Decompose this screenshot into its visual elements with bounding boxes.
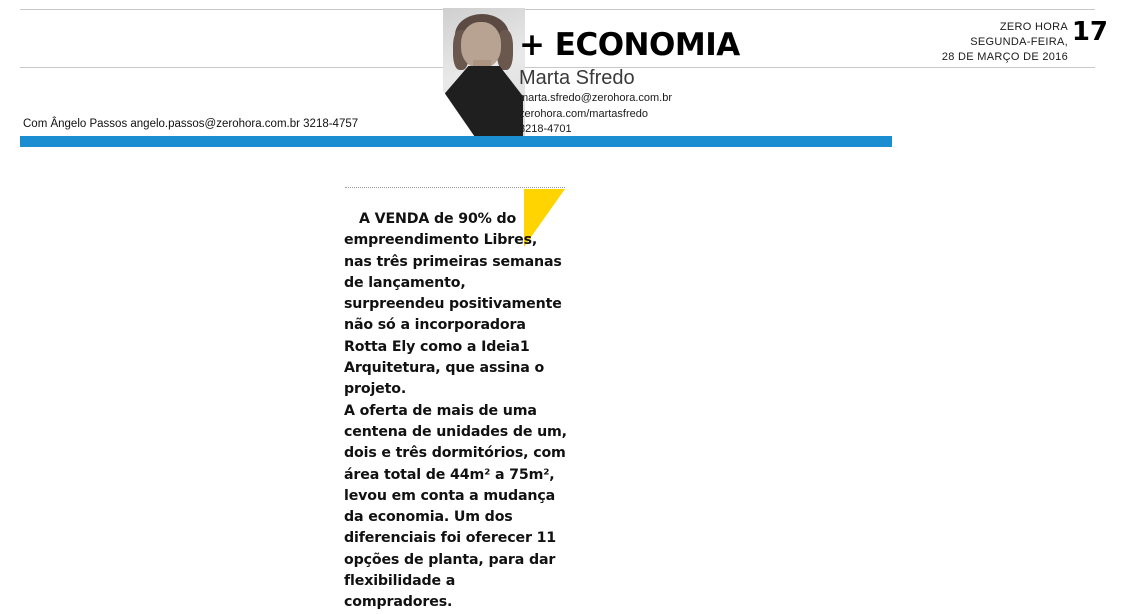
- author-website[interactable]: zerohora.com/martasfredo: [519, 107, 648, 120]
- author-name: Marta Sfredo: [519, 67, 635, 89]
- column-title: + ECONOMIA: [519, 27, 740, 63]
- article-paragraph: A oferta de mais de uma centena de unidades de um, dois e três dormitórios, com área total de 44m² a 75m², levou em conta a mudança da economia. Um dos diferenciais foi oferecer 11 opções de planta, para dar flexibilidade a compradores.: [344, 402, 567, 611]
- author-contact-block: [519, 91, 672, 138]
- publication-info: [942, 20, 1068, 65]
- article-paragraph: A VENDA de 90% do empreendimento Libres, nas três primeiras semanas de lançamento, surpreendeu positivamente não só a incorporadora Rotta Ely como a Ideia1 Arquitetura, que assina o projeto.: [344, 211, 562, 398]
- author-phone: 3218-4701: [519, 123, 572, 135]
- page-number: 17: [1071, 17, 1108, 47]
- accent-bar: [20, 136, 892, 147]
- author-email[interactable]: marta.sfredo@zerohora.com.br: [519, 92, 673, 104]
- article-body: [344, 209, 568, 614]
- article-dotted-rule: [345, 187, 565, 188]
- author-photo: [443, 8, 525, 143]
- masthead-top-rule: [20, 9, 1095, 10]
- masthead: [0, 0, 1128, 150]
- collaborator-line: Com Ângelo Passos angelo.passos@zerohora.com.br 3218-4757: [23, 118, 359, 130]
- publication-weekday: SEGUNDA-FEIRA,: [970, 36, 1068, 48]
- publication-date: 28 DE MARÇO DE 2016: [941, 51, 1068, 63]
- publication-name: ZERO HORA: [999, 21, 1068, 33]
